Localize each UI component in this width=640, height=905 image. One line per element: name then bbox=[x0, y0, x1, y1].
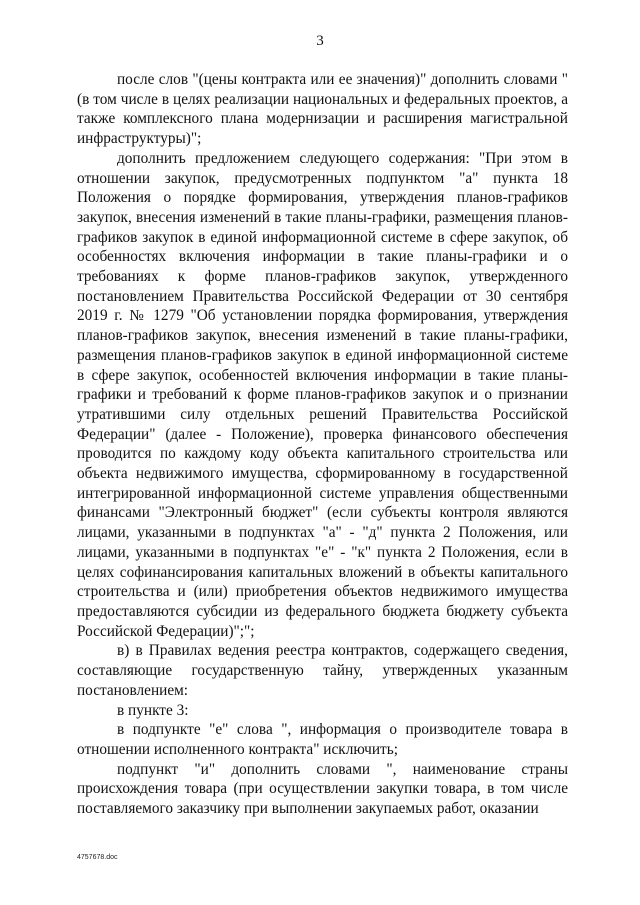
document-body bbox=[77, 70, 568, 819]
footer-filename: 4757678.doc bbox=[77, 854, 118, 861]
paragraph: в пункте 3: bbox=[117, 701, 189, 719]
page-number: 3 bbox=[316, 33, 324, 49]
paragraph: после слов "(цены контракта или ее значения)" дополнить словами "(в том числе в целях реализации национальных и федеральных проектов, а также комплексного плана модернизации и расширения магистральной инфраструктуры)"; bbox=[77, 71, 568, 148]
paragraph: в подпункте "е" слова ", информация о производителе товара в отношении исполненного контракта" исключить; bbox=[77, 721, 568, 758]
paragraph: дополнить предложением следующего содержания: "При этом в отношении закупок, предусмотренных подпунктом "а" пункта 18 Положения о порядке формирования, утверждения планов-графиков закупок, внесения изменений в такие планы-графики, размещения планов-графиков закупок в единой информационной системе в сфере закупок, об особенностях включения информации в такие планы-графики и о требованиях к форме планов-графиков закупок, утвержденного постановлением Правительства Российской Федерации от 30 сентября 2019 г. № 1279 "Об установлении порядка формирования, утверждения планов-графиков закупок, внесения изменений в такие планы-графики, размещения планов-графиков закупок в единой информационной системе в сфере закупок, особенностей включения информации в такие планы-графики и требований к форме планов-графиков закупок и о признании утратившими силу отдельных решений Правительства Российской Федерации" (далее - Положение), проверка финансового обеспечения проводится по каждому коду объекта капитального строительства или объекта недвижимого имущества, сформированному в государственной интегрированной информационной системе управления общественными финансами "Электронный бюджет" (если субъекты контроля являются лицами, указанными в подпунктах "а" - "д" пункта 2 Положения, или лицами, указанными в подпунктах "е" - "к" пункта 2 Положения, если в целях софинансирования капитальных вложений в объекты капитального строительства и (или) приобретения объектов недвижимого имущества предоставляются субсидии из федерального бюджета бюджету субъекта Российской Федерации)";"; bbox=[77, 149, 568, 640]
paragraph: в) в Правилах ведения реестра контрактов, содержащего сведения, составляющие государственную тайну, утвержденных указанным постановлением: bbox=[77, 642, 568, 699]
paragraph: подпункт "и" дополнить словами ", наименование страны происхождения товара (при осуществлении закупки товара, в том числе поставляемого заказчику при выполнении закупаемых работ, оказании bbox=[77, 760, 568, 818]
